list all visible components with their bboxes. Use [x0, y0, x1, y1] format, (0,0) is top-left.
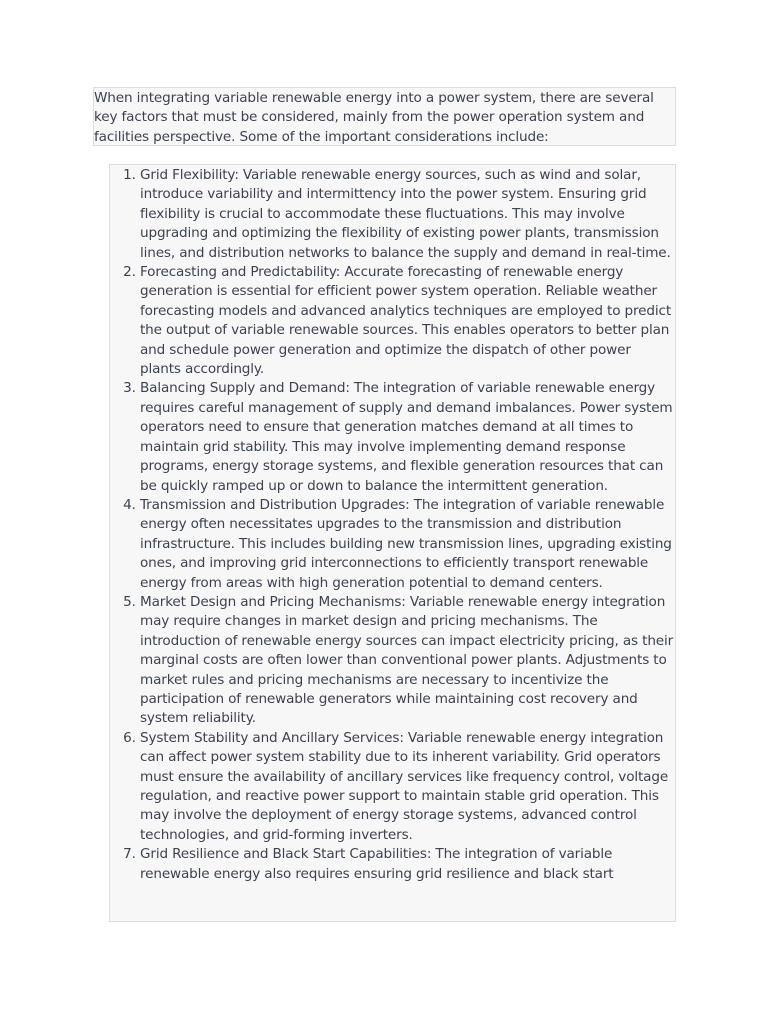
list-item: 7. Grid Resilience and Black Start Capabilities: The integration of variable renewable energy also requires ensuring grid resilience and black start [140, 845, 675, 884]
list-item: 2. Forecasting and Predictability: Accurate forecasting of renewable energy generation is essential for efficient power system operation. Reliable weather forecasting models and advanced analytics techniques are employed to predict the output of variable renewable sources. This enables operators to better plan and schedule power generation and optimize the dispatch of other power plants accordingly. [140, 263, 675, 379]
list-item: 4. Transmission and Distribution Upgrades: The integration of variable renewable energy often necessitates upgrades to the transmission and distribution infrastructure. This includes building new transmission lines, upgrading existing ones, and improving grid interconnections to efficiently transport renewable energy from areas with high generation potential to demand centers. [140, 496, 675, 593]
intro-paragraph: When integrating variable renewable energy into a power system, there are several key factors that must be considered, mainly from the power operation system and facilities perspective. Some of the important considerations include: [94, 90, 654, 145]
intro-block [93, 87, 676, 146]
considerations-block [109, 164, 676, 922]
list-item: 1. Grid Flexibility: Variable renewable energy sources, such as wind and solar, introduce variability and intermittency into the power system. Ensuring grid flexibility is crucial to accommodate these fluctuations. This may involve upgrading and optimizing the flexibility of existing power plants, transmission lines, and distribution networks to balance the supply and demand in real-time. [140, 166, 675, 263]
considerations-list [110, 166, 675, 884]
list-item: 6. System Stability and Ancillary Services: Variable renewable energy integration can affect power system stability due to its inherent variability. Grid operators must ensure the availability of ancillary services like frequency control, voltage regulation, and reactive power support to maintain stable grid operation. This may involve the deployment of energy storage systems, advanced control technologies, and grid-forming inverters. [140, 729, 675, 845]
list-item: 5. Market Design and Pricing Mechanisms: Variable renewable energy integration may require changes in market design and pricing mechanisms. The introduction of renewable energy sources can impact electricity pricing, as their marginal costs are often lower than conventional power plants. Adjustments to market rules and pricing mechanisms are necessary to incentivize the participation of renewable generators while maintaining cost recovery and system reliability. [140, 593, 675, 729]
list-item: 3. Balancing Supply and Demand: The integration of variable renewable energy requires careful management of supply and demand imbalances. Power system operators need to ensure that generation matches demand at all times to maintain grid stability. This may involve implementing demand response programs, energy storage systems, and flexible generation resources that can be quickly ramped up or down to balance the intermittent generation. [140, 379, 675, 495]
